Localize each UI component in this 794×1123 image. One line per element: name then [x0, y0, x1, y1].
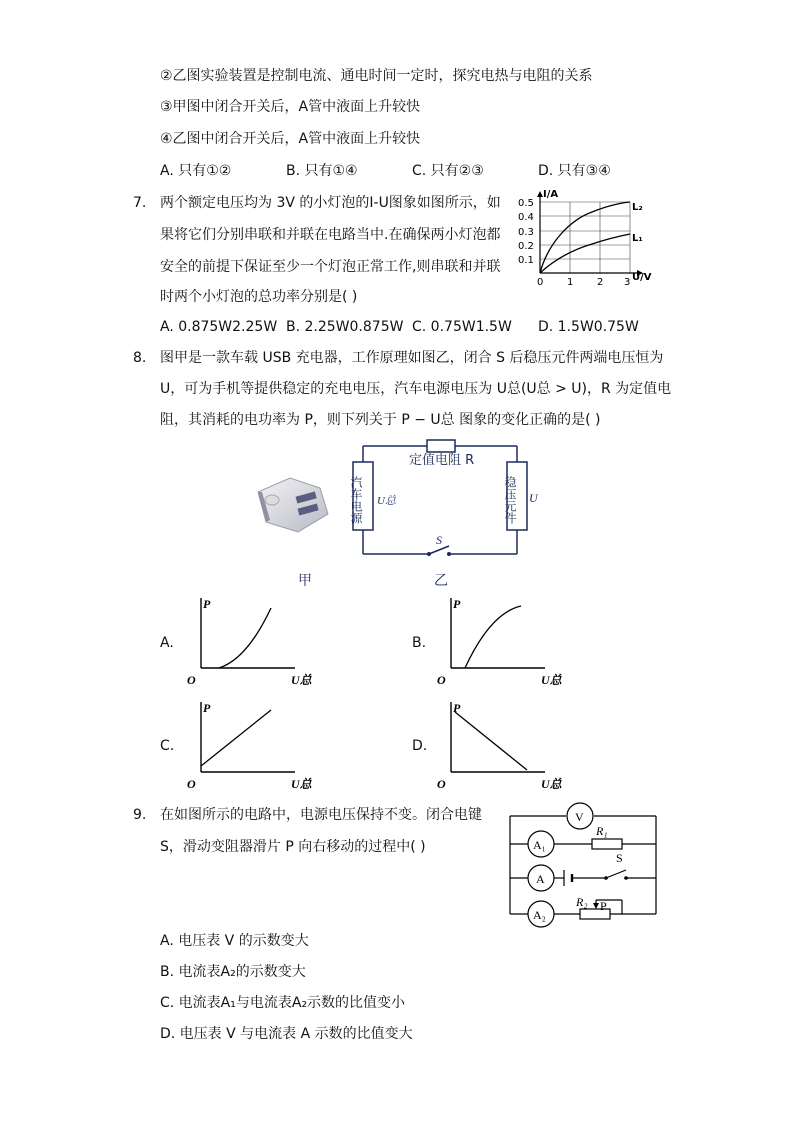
x-tick: 1 [567, 277, 574, 288]
q9-line-2: S，滑动变阻器滑片 P 向右移动的过程中( ) [160, 839, 426, 855]
q7-line-2: 果将它们分别串联和并联在电路当中.在确保两小灯泡都 [160, 227, 501, 243]
axis-p: P [203, 701, 211, 715]
q9-line-1: 在如图所示的电路中，电源电压保持不变。闭合电键 [160, 807, 482, 823]
axis-u: U总 [291, 777, 312, 791]
q7-line-4: 时两个小灯泡的总功率分别是( ) [160, 289, 358, 305]
axis-u: U总 [541, 777, 562, 791]
q8-line-3: 阻，其消耗的电功率为 P，则下列关于 P − U总 图象的变化正确的是( ) [160, 412, 601, 428]
q8-graph-c [183, 696, 313, 794]
meter-a1: A₁ [533, 838, 546, 852]
curve-l1 [540, 234, 630, 273]
source-label: 汽车电源 [349, 476, 363, 524]
q8-line-2: U，可为手机等提供稳定的充电电压，汽车电源电压为 U总(U总 > U)，R 为定值电 [160, 381, 672, 397]
label-r2: R₂ [576, 895, 588, 909]
x-tick: 0 [537, 277, 544, 288]
axis-p: P [453, 597, 461, 611]
origin-o: O [187, 673, 196, 687]
regulator-label: 稳压元件 [503, 476, 517, 524]
axis-u: U总 [291, 673, 312, 687]
y-axis-label: I/A [543, 189, 559, 200]
q6-option-a: A. 只有①② [160, 163, 232, 179]
label-s: S [616, 851, 623, 865]
y-tick: 0.1 [518, 255, 534, 266]
axis-u: U总 [541, 673, 562, 687]
origin-o: O [437, 673, 446, 687]
q8-circuit [345, 436, 538, 561]
q8-graph-d [433, 696, 563, 794]
origin-o: O [437, 777, 446, 791]
resistor-label: 定值电阻 R [409, 453, 475, 468]
meter-a: A [536, 872, 545, 886]
y-tick: 0.4 [518, 212, 534, 223]
x-axis-label: U/V [632, 272, 652, 283]
y-tick: 0.5 [518, 198, 534, 209]
q7-number: 7. [133, 195, 147, 211]
q7-option-a: A. 0.875W2.25W [160, 319, 278, 335]
q7-option-c: C. 0.75W1.5W [412, 319, 512, 335]
switch-label: S [436, 533, 442, 547]
usb-charger-image [250, 470, 340, 540]
q6-statement-3: ③甲图中闭合开关后，A管中液面上升较快 [160, 99, 421, 115]
q9-option-b: B. 电流表A₂的示数变大 [160, 964, 306, 980]
q8-graph-b [433, 592, 563, 690]
reg-u-label: U [529, 491, 538, 505]
q8-number: 8. [133, 350, 147, 366]
q9-option-a: A. 电压表 V 的示数变大 [160, 933, 309, 949]
q7-line-3: 安全的前提下保证至少一个灯泡正常工作,则串联和并联 [160, 259, 501, 275]
origin-o: O [187, 777, 196, 791]
curve-label-l2: L₂ [632, 202, 643, 213]
y-tick: 0.3 [518, 227, 534, 238]
x-tick: 3 [624, 277, 631, 288]
source-u-label: U总 [377, 495, 396, 507]
q7-option-d: D. 1.5W0.75W [538, 319, 639, 335]
label-p: P [600, 899, 607, 913]
q9-number: 9. [133, 807, 147, 823]
q8-option-d: D. [412, 738, 428, 754]
q7-iu-graph [512, 188, 662, 288]
fig-label-jia: 甲 [298, 573, 312, 589]
q8-option-b: B. [412, 635, 427, 651]
q7-line-1: 两个额定电压均为 3V 的小灯泡的I-U图象如图所示，如 [160, 195, 501, 211]
q9-option-c: C. 电流表A₁与电流表A₂示数的比值变小 [160, 995, 406, 1011]
q8-option-c: C. [160, 738, 175, 754]
q6-option-b: B. 只有①④ [286, 163, 358, 179]
fig-label-yi: 乙 [434, 573, 448, 589]
q8-option-a: A. [160, 635, 174, 651]
x-tick: 2 [597, 277, 604, 288]
q8-line-1: 图甲是一款车载 USB 充电器，工作原理如图乙，闭合 S 后稳压元件两端电压恒为 [160, 350, 664, 366]
q8-graph-a [183, 592, 313, 690]
q6-statement-2: ②乙图实验装置是控制电流、通电时间一定时，探究电热与电阻的关系 [160, 68, 593, 84]
q6-option-c: C. 只有②③ [412, 163, 484, 179]
q9-circuit [500, 798, 665, 926]
curve-label-l1: L₁ [632, 233, 643, 244]
q7-option-b: B. 2.25W0.875W [286, 319, 404, 335]
q6-option-d: D. 只有③④ [538, 163, 611, 179]
q9-option-d: D. 电压表 V 与电流表 A 示数的比值变大 [160, 1026, 413, 1042]
meter-v: V [575, 810, 584, 824]
q6-statement-4: ④乙图中闭合开关后，A管中液面上升较快 [160, 131, 421, 147]
label-r1: R₁ [596, 824, 608, 838]
y-tick: 0.2 [518, 241, 534, 252]
meter-a2: A₂ [533, 908, 546, 922]
axis-p: P [453, 701, 461, 715]
axis-p: P [203, 597, 211, 611]
